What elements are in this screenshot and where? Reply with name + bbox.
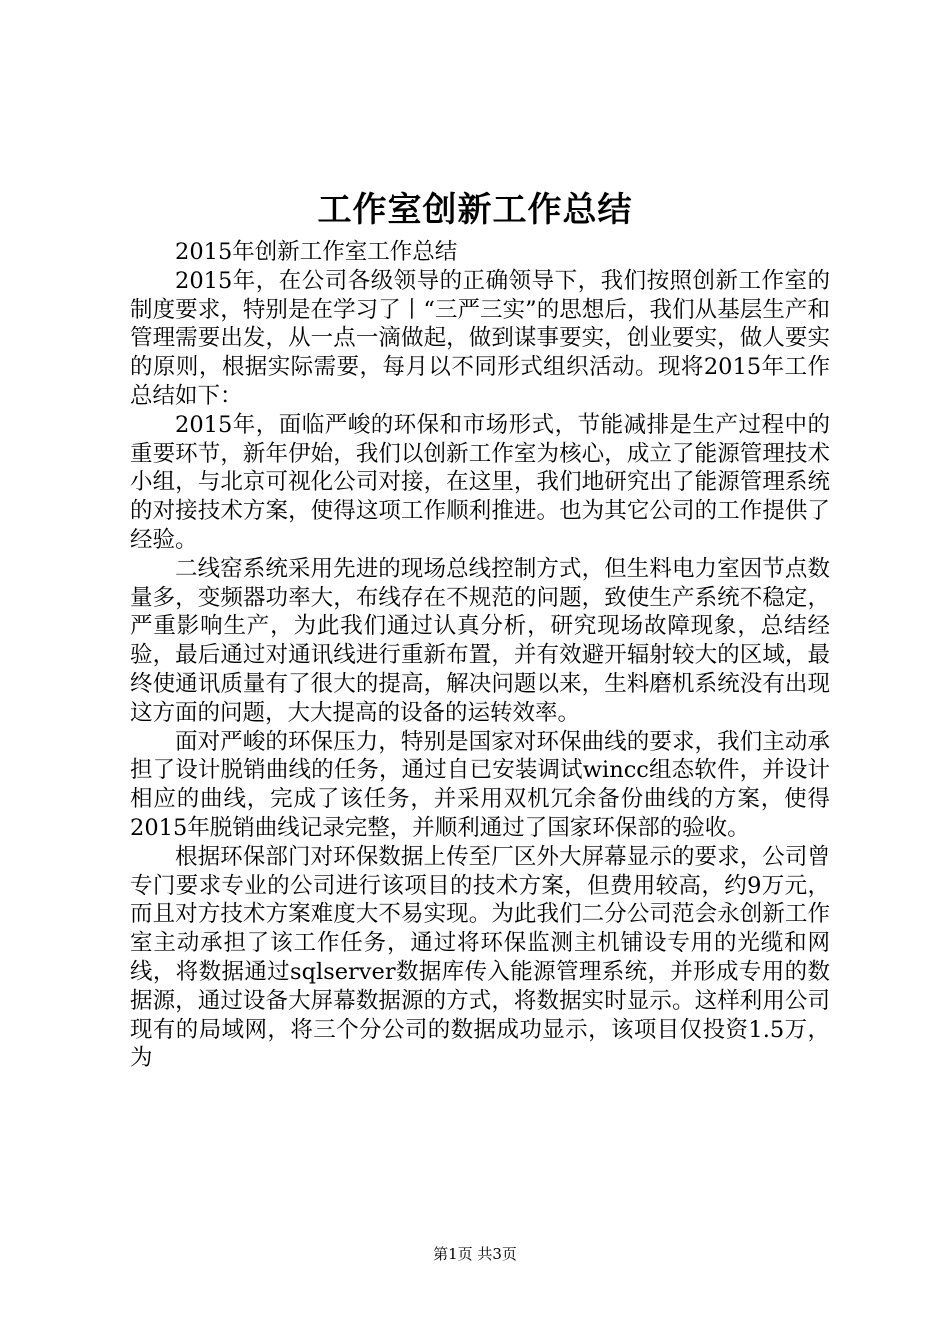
body-paragraph: 2015年，面临严峻的环保和市场形式，节能减排是生产过程中的重要环节，新年伊始，我们以创新工作室为核心，成立了能源管理技术小组，与北京可视化公司对接，在这里，我们地研究出了能源管理系统的对接技术方案，使得这项工作顺利推进。也为其它公司的工作提供了经验。	[130, 411, 830, 553]
page-footer: 第1页 共3页	[433, 1245, 517, 1263]
body-paragraph: 面对严峻的环保压力，特别是国家对环保曲线的要求，我们主动承担了设计脱销曲线的任务，通过自已安装调试wincc组态软件，并设计相应的曲线，完成了该任务，并采用双机冗余备份曲线的方案，使得2015年脱销曲线记录完整，并顺利通过了国家环保部的验收。	[130, 728, 830, 841]
document-body	[130, 238, 830, 1073]
subtitle-paragraph: 2015年创新工作室工作总结	[175, 239, 458, 265]
body-paragraph: 2015年，在公司各级领导的正确领导下，我们按照创新工作室的制度要求，特别是在学习了丨“三严三实”的思想后，我们从基层生产和管理需要出发，从一点一滴做起，做到谋事要实，创业要实，做人要实的原则，根据实际需要，每月以不同形式组织活动。现将2015年工作总结如下：	[130, 267, 830, 409]
document-title: 工作室创新工作总结	[317, 190, 633, 230]
body-paragraph: 二线窑系统采用先进的现场总线控制方式，但生料电力室因节点数量多，变频器功率大，布线存在不规范的问题，致使生产系统不稳定，严重影响生产，为此我们通过认真分析，研究现场故障现象，总结经验，最后通过对通讯线进行重新布置，并有效避开辐射较大的区域，最终使通讯质量有了很大的提高，解决问题以来，生料磨机系统没有出现这方面的问题，大大提高的设备的运转效率。	[130, 555, 830, 726]
body-paragraph: 根据环保部门对环保数据上传至厂区外大屏幕显示的要求，公司曾专门要求专业的公司进行该项目的技术方案，但费用较高，约9万元，而且对方技术方案难度大不易实现。为此我们二分公司范会永创新工作室主动承担了该工作任务，通过将环保监测主机铺设专用的光缆和网线，将数据通过sqlserver数据库传入能源管理系统，并形成专用的数据源，通过设备大屏幕数据源的方式，将数据实时显示。这样利用公司现有的局域网，将三个分公司的数据成功显示，该项目仅投资1.5万，为	[130, 843, 830, 1072]
